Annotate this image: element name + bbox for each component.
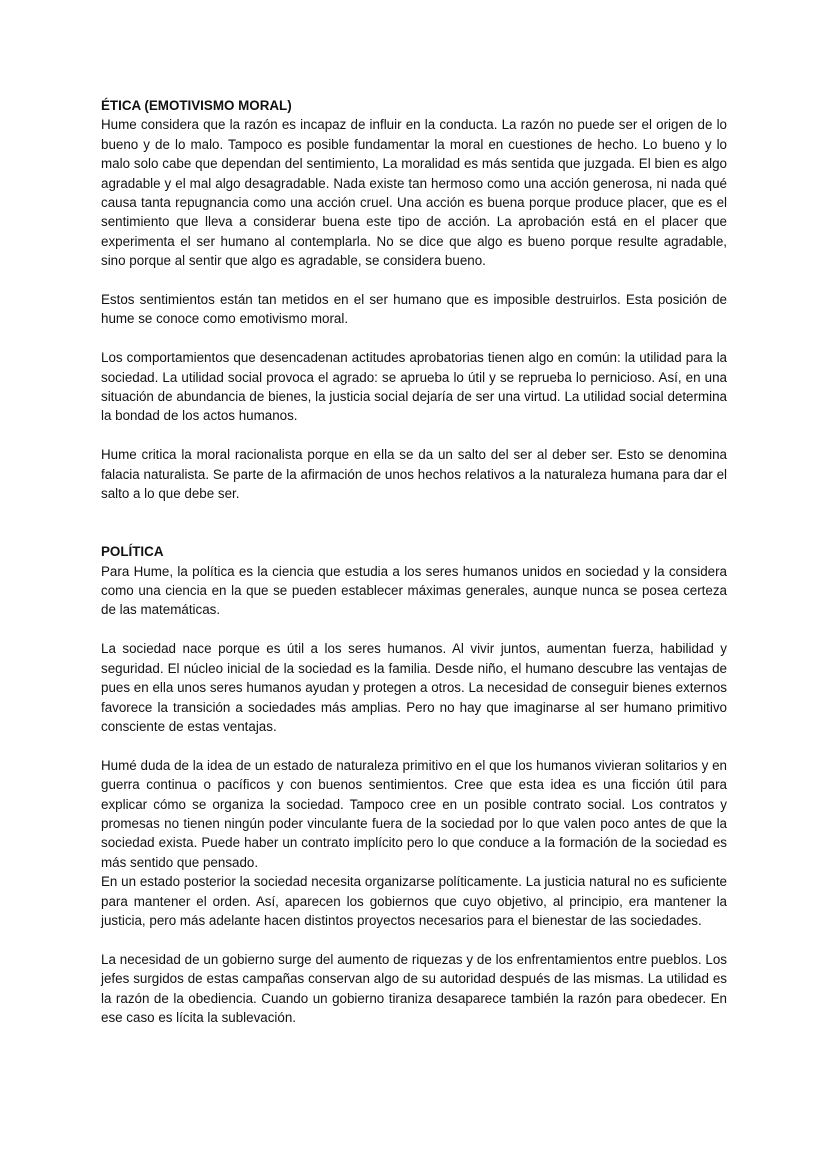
section-divider-space (101, 523, 727, 542)
section-heading-politica: POLÍTICA (101, 544, 164, 560)
paragraph: La necesidad de un gobierno surge del aumento de riquezas y de los enfrentamientos entre pueblos. Los jefes surgidos de estas campañas conservan algo de su autoridad después de las mismas. La utilidad es la razón de la obediencia. Cuando un gobierno tiraniza desaparece también la razón para obedecer. En ese caso es lícita la sublevación. (101, 951, 727, 1025)
paragraph: La sociedad nace porque es útil a los seres humanos. Al vivir juntos, aumentan fuerza, habilidad y seguridad. El núcleo inicial de la sociedad es la familia. Desde niño, el humano descubre las ventajas de pues en ella unos seres humanos ayudan y protegen a otros. La necesidad de conseguir bienes externos favorece la transición a sociedades más amplias. Pero no hay que imaginarse al ser humano primitivo consciente de estas ventajas. (101, 641, 727, 734)
paragraph: Los comportamientos que desencadenan actitudes aprobatorias tienen algo en común: la utilidad para la sociedad. La utilidad social provoca el agrado: se aprueba lo útil y se reprueba lo pernicioso. Así, en una situación de abundancia de bienes, la justicia social dejaría de ser una virtud. La utilidad social determina la bondad de los actos humanos. (101, 350, 727, 424)
paragraph: Para Hume, la política es la ciencia que estudia a los seres humanos unidos en sociedad y la considera como una ciencia en la que se pueden establecer máximas generales, aunque nunca se posea certeza de las matemáticas. (101, 563, 727, 618)
section-etica (101, 96, 727, 503)
paragraph: Hume considera que la razón es incapaz de influir en la conducta. La razón no puede ser el origen de lo bueno y de lo malo. Tampoco es posible fundamentar la moral en cuestiones de hecho. Lo bueno y lo malo solo cabe que dependan del sentimiento, La moralidad es más sentida que juzgada. El bien es algo agradable y el mal algo desagradable. Nada existe tan hermoso como una acción generosa, ni nada qué causa tanta repugnancia como una acción cruel. Una acción es buena porque produce placer, que es el sentimiento que lleva a considerar buena este tipo de acción. La aprobación está en el placer que experimenta el ser humano al contemplarla. No se dice que algo es bueno porque resulte agradable, sino porque al sentir que algo es agradable, se considera bueno. (101, 117, 727, 269)
section-politica (101, 542, 727, 1027)
paragraph: Estos sentimientos están tan metidos en el ser humano que es imposible destruirlos. Esta posición de hume se conoce como emotivismo moral. (101, 292, 727, 327)
paragraph: Humé duda de la idea de un estado de naturaleza primitivo en el que los humanos vivieran solitarios y en guerra continua o pacíficos y con buenos sentimientos. Cree que esta idea es una ficción útil para explicar cómo se organiza la sociedad. Tampoco cree en un posible contrato social. Los contratos y promesas no tienen ningún poder vinculante fuera de la sociedad por lo que valen poco antes de que la sociedad exista. Puede haber un contrato implícito pero lo que conduce a la formación de la sociedad es más sentido que pensado. (101, 757, 727, 870)
paragraph: Hume critica la moral racionalista porque en ella se da un salto del ser al deber ser. Esto se denomina falacia naturalista. Se parte de la afirmación de unos hechos relativos a la naturaleza humana para dar el salto a lo que debe ser. (101, 447, 727, 502)
document-page (101, 96, 727, 1047)
section-heading-etica: ÉTICA (EMOTIVISMO MORAL) (101, 98, 292, 113)
paragraph: En un estado posterior la sociedad necesita organizarse políticamente. La justicia natural no es suficiente para mantener el orden. Así, aparecen los gobiernos que cuyo objetivo, al principio, era mantener la justicia, pero más adelante hacen distintos proyectos necesarios para el bienestar de las sociedades. (101, 874, 727, 928)
